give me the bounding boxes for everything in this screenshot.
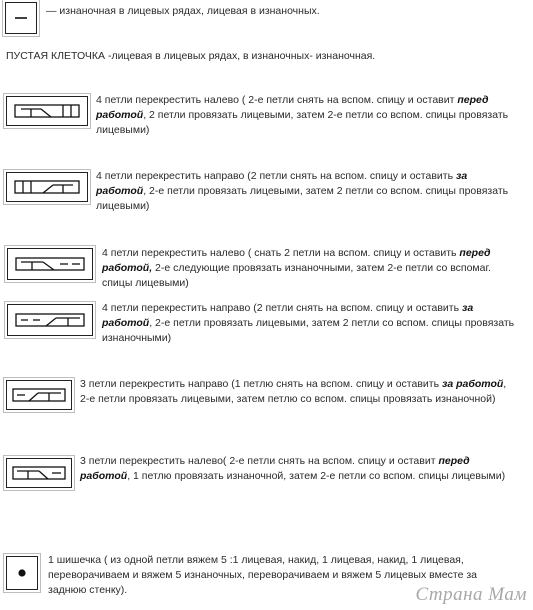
legend-purl-text: — изнаночная в лицевых рядах, лицевая в изнаночных. <box>46 5 320 17</box>
cross-4-left-purl-icon <box>7 248 93 280</box>
entry-text <box>102 301 516 346</box>
entry-text-emphasis: перед работой <box>80 455 470 482</box>
bobble-dot-icon <box>6 556 38 590</box>
cross-4-right-purl-icon <box>7 304 93 336</box>
entry-text-post: 2-е следующие провязать изнаночными, затем 2-е петли со вспомаг. спицы лицевыми) <box>102 262 491 289</box>
entry-text-post: , 2 петли провязать лицевыми, затем 2-е петли со вспом. спицы провязать лицевыми) <box>96 109 509 136</box>
entry-text-emphasis: за работой <box>96 170 468 197</box>
entry-text <box>80 454 516 484</box>
entry-text <box>96 169 516 214</box>
entry-text-pre: 4 петли перекрестить налево ( 2-е петли снять на вспом. спицу и оставит <box>96 94 458 106</box>
entry-text-pre: 4 петли перекрестить направо (2 петли снять на вспом. спицу и оставить <box>96 170 456 182</box>
purl-dash-icon <box>5 2 37 34</box>
cross-3-right-icon <box>6 380 72 410</box>
entry-text <box>96 93 516 138</box>
entry-text-emphasis: за работой <box>441 378 504 390</box>
entry-text-post: , 2-е петли провязать лицевыми, затем 2 петли со вспом. спицы провязать лицевыми) <box>96 185 509 212</box>
entry-text-post: , 2-е петли провязать лицевыми, затем петлю со вспом. спицы провязать изнаночной) <box>80 378 507 405</box>
entry-text-pre: 1 шишечка ( из одной петли вяжем 5 :1 лицевая, накид, 1 лицевая, накид, 1 лицевая, переворачиваем и вяжем 5 изнаночных, переворачиваем и вяжем 5 лицевых вместе за заднюю стенку). <box>48 554 478 596</box>
cross-3-left-icon <box>6 458 72 488</box>
entry-text-emphasis: перед работой <box>96 94 489 121</box>
entry-text-pre: 3 петли перекрестить налево( 2-е петли снять на вспом. спицу и оставит <box>80 455 439 467</box>
entry-text-pre: 3 петли перекрестить направо (1 петлю снять на вспом. спицу и оставить <box>80 378 442 390</box>
entry-text-emphasis: за работой <box>102 302 474 329</box>
entry-text-post: , 2-е петли провязать лицевыми, затем 2 петли со вспом. спицы провязать изнаночными) <box>102 317 515 344</box>
entry-text-emphasis: перед работой, <box>102 247 491 274</box>
legend-empty-cell-text: ПУСТАЯ КЛЕТОЧКА -лицевая в лицевых рядах, в изнаночных- изнаночная. <box>6 50 376 62</box>
entry-text <box>80 377 516 407</box>
cross-4-right-knit-icon <box>6 172 88 202</box>
entry-text-pre: 4 петли перекрестить налево ( снать 2 петли на вспом. спицу и оставить <box>102 247 460 259</box>
cross-4-left-knit-icon <box>6 96 88 126</box>
site-watermark: Страна Мам <box>415 584 527 605</box>
entry-text <box>102 246 516 291</box>
entry-text-post: , 1 петлю провязать изнаночной, затем 2-е петли со вспом. спицы лицевыми) <box>127 470 506 482</box>
entry-text-pre: 4 петли перекрестить направо (2 петли снять на вспом. спицу и оставить <box>102 302 462 314</box>
